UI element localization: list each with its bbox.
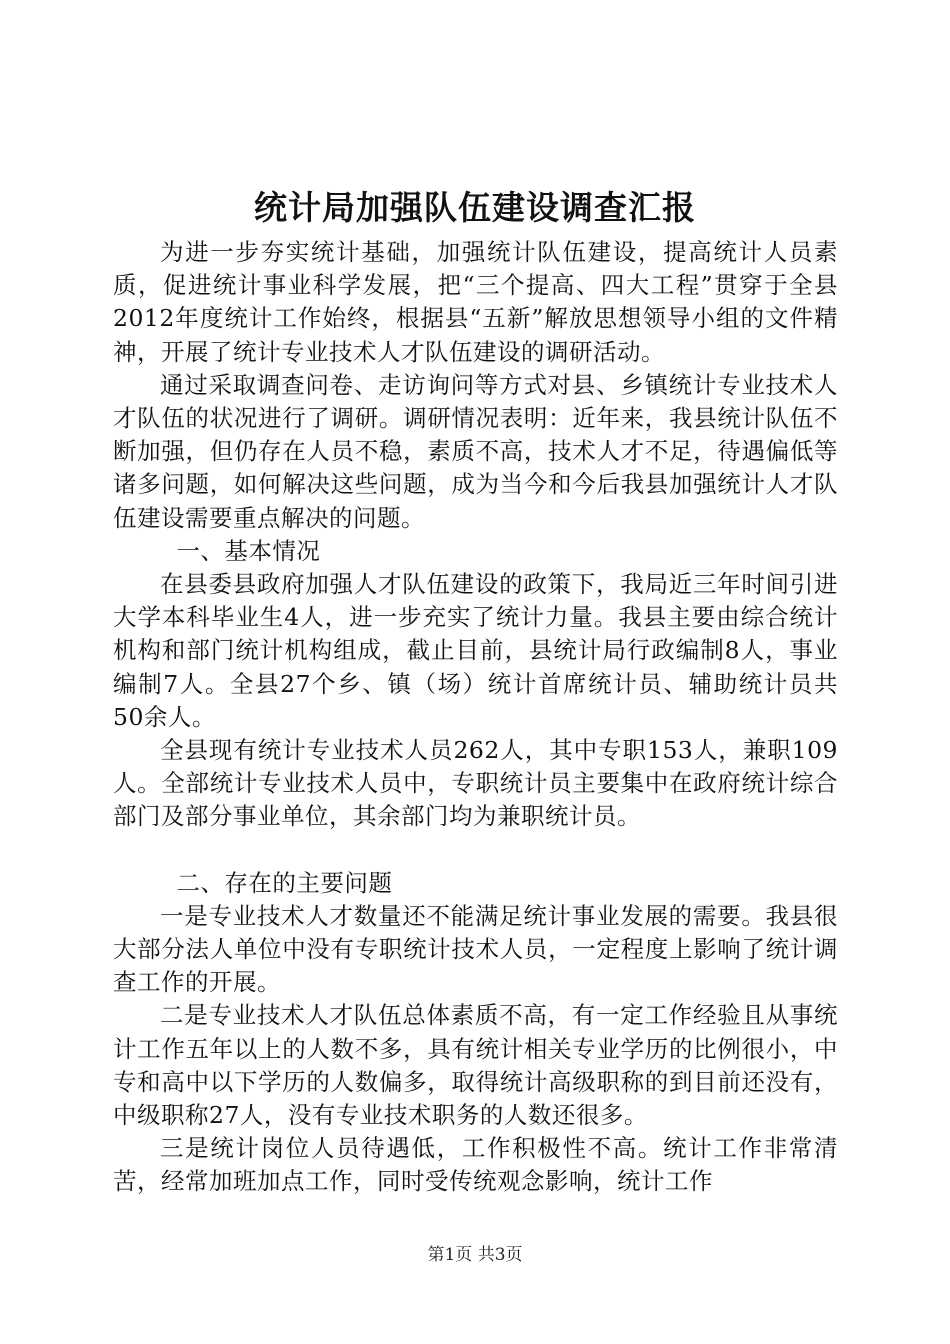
paragraph-survey: 通过采取调查问卷、走访询问等方式对县、乡镇统计专业技术人才队伍的状况进行了调研。调研情况表明：近年来，我县统计队伍不断加强，但仍存在人员不稳，素质不高，技术人才不足，待遇偏低等诸多问题，如何解决这些问题，成为当今和今后我县加强统计人才队伍建设需要重点解决的问题。 — [113, 370, 838, 532]
document-title: 统计局加强队伍建设调查汇报 — [254, 188, 696, 227]
section-heading-problems: 二、存在的主要问题 — [176, 868, 393, 897]
document-body — [113, 236, 838, 1199]
paragraph-intro: 为进一步夯实统计基础，加强统计队伍建设，提高统计人员素质，促进统计事业科学发展，把“三个提高、四大工程”贯穿于全县2012年度统计工作始终，根据县“五新”解放思想领导小组的文件精神，开展了统计专业技术人才队伍建设的调研活动。 — [113, 238, 838, 366]
paragraph-problem-1: 一是专业技术人才数量还不能满足统计事业发展的需要。我县很大部分法人单位中没有专职统计技术人员，一定程度上影响了统计调查工作的开展。 — [113, 901, 838, 997]
page-footer: 第1页 共3页 — [427, 1245, 523, 1265]
paragraph-problem-3: 三是统计岗位人员待遇低，工作积极性不高。统计工作非常清苦，经常加班加点工作，同时受传统观念影响，统计工作 — [113, 1134, 838, 1196]
section-heading-basic: 一、基本情况 — [176, 536, 321, 565]
paragraph-basic-1: 在县委县政府加强人才队伍建设的政策下，我局近三年时间引进大学本科毕业生4人，进一步充实了统计力量。我县主要由综合统计机构和部门统计机构组成，截止目前，县统计局行政编制8人，事业编制7人。全县27个乡、镇（场）统计首席统计员、辅助统计员共50余人。 — [113, 570, 838, 731]
paragraph-basic-2: 全县现有统计专业技术人员262人，其中专职153人，兼职109人。全部统计专业技术人员中，专职统计员主要集中在政府统计综合部门及部分事业单位，其余部门均为兼职统计员。 — [113, 736, 838, 831]
paragraph-gap — [113, 834, 838, 867]
paragraph-problem-2: 二是专业技术人才队伍总体素质不高，有一定工作经验且从事统计工作五年以上的人数不多，具有统计相关专业学历的比例很小，中专和高中以下学历的人数偏多，取得统计高级职称的到目前还没有，中级职称27人，没有专业技术职务的人数还很多。 — [113, 1001, 838, 1130]
